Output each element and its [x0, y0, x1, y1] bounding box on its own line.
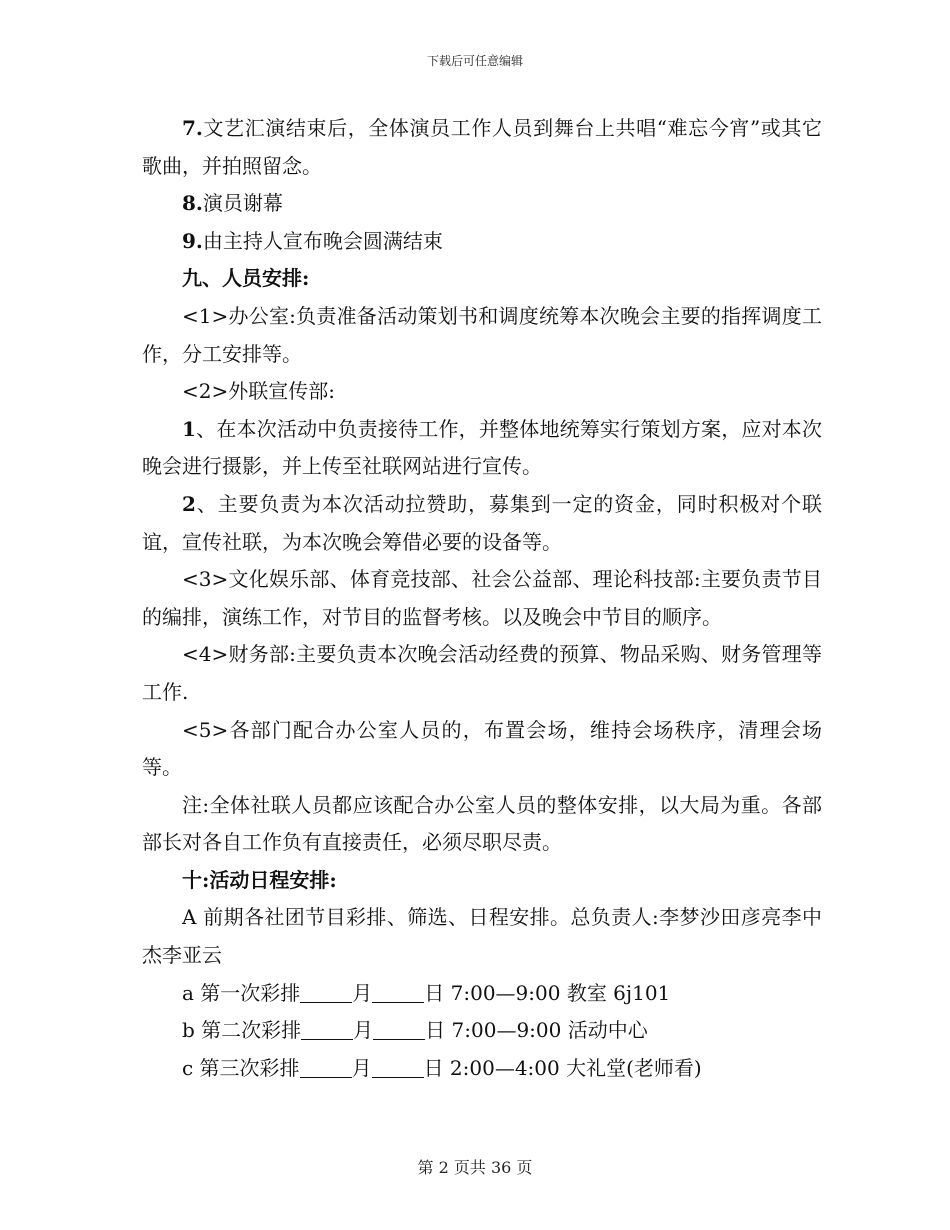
paragraph	[142, 110, 822, 185]
month-blank	[301, 1019, 353, 1040]
paragraph	[142, 223, 822, 261]
rehearsal-line	[142, 1012, 822, 1050]
paragraph-text: 演员谢幕	[202, 191, 283, 216]
item-number: 8.	[182, 191, 203, 216]
day-label: 日	[423, 1055, 444, 1080]
day-label: 日	[424, 980, 445, 1005]
rehearsal-label: c 第三次彩排	[182, 1055, 300, 1080]
day-blank	[373, 1019, 425, 1040]
day-blank	[372, 1057, 424, 1078]
document-body	[142, 110, 822, 1087]
rehearsal-place: 教室 6j101	[566, 980, 671, 1005]
paragraph	[142, 185, 822, 223]
rehearsal-line	[142, 975, 822, 1013]
section-heading: 十:活动日程安排:	[182, 867, 337, 892]
paragraph: A 前期各社团节目彩排、筛选、日程安排。总负责人:李梦沙田彦亮李中杰李亚云	[142, 905, 822, 968]
rehearsal-time: 7:00—9:00	[451, 1018, 562, 1043]
paragraph: <1>办公室:负责准备活动策划书和调度统筹本次晚会主要的指挥调度工作，分工安排等。	[142, 303, 822, 366]
paragraph-text: 、主要负责为本次活动拉赞助，募集到一定的资金，同时积极对个联谊，宣传社联，为本次晚会筹借必要的设备等。	[142, 491, 822, 554]
paragraph: <4>财务部:主要负责本次晚会活动经费的预算、物品采购、财务管理等工作.	[142, 642, 822, 704]
rehearsal-line	[142, 1050, 822, 1088]
paragraph: <5>各部门配合办公室人员的，布置会场，维持会场秩序，清理会场等。	[142, 717, 822, 780]
paragraph-text: 文艺汇演结束后，全体演员工作人员到舞台上共唱“难忘今宵”或其它歌曲，并拍照留念。	[142, 116, 822, 178]
item-number: 7.	[182, 116, 203, 140]
section-heading: 九、人员安排:	[182, 266, 310, 291]
paragraph	[142, 486, 822, 561]
rehearsal-label: a 第一次彩排	[182, 980, 301, 1005]
page-header: 下载后可任意编辑	[426, 54, 523, 68]
note-paragraph: 注:全体社联人员都应该配合办公室人员的整体安排，以大局为重。各部部长对各自工作负有直接责任，必须尽职尽责。	[142, 792, 822, 855]
month-blank	[300, 1057, 352, 1078]
paragraph	[142, 411, 822, 486]
month-label: 月	[351, 1055, 372, 1080]
rehearsal-time: 7:00—9:00	[450, 980, 561, 1005]
rehearsal-place: 大礼堂(老师看)	[566, 1055, 702, 1080]
rehearsal-place: 活动中心	[567, 1018, 648, 1043]
rehearsal-time: 2:00—4:00	[449, 1055, 560, 1080]
paragraph-text: 由主持人宣布晚会圆满结束	[202, 228, 443, 253]
paragraph: <3>文化娱乐部、体育竞技部、社会公益部、理论科技部:主要负责节目的编排，演练工作，对节目的监督考核。以及晚会中节目的顺序。	[142, 567, 822, 629]
day-blank	[372, 982, 424, 1003]
month-blank	[300, 982, 352, 1003]
month-label: 月	[353, 1018, 374, 1043]
page-footer: 第 2 页共 36 页	[417, 1158, 533, 1177]
rehearsal-label: b 第二次彩排	[182, 1018, 302, 1043]
paragraph: <2>外联宣传部:	[182, 379, 335, 404]
item-number: 9.	[182, 228, 203, 253]
item-number: 2	[182, 491, 196, 516]
month-label: 月	[352, 980, 373, 1005]
paragraph-text: 、在本次活动中负责接待工作，并整体地统筹实行策划方案，应对本次晚会进行摄影，并上传至社联网站进行宣传。	[142, 416, 822, 479]
day-label: 日	[425, 1018, 446, 1043]
item-number: 1	[182, 416, 196, 441]
